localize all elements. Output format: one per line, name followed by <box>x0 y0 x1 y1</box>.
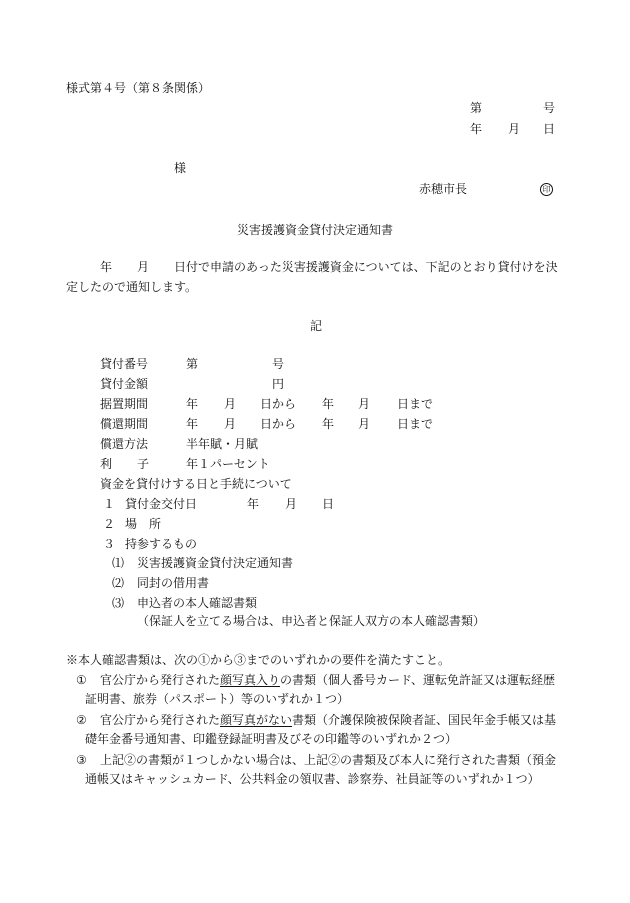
item-amount-label: 貸付金額 <box>100 377 149 391</box>
item-repay-label: 償還期間 <box>100 417 149 431</box>
procedure-3-label: 持参するもの <box>125 537 198 551</box>
note-1-num: ① <box>76 673 87 687</box>
item-repay-y2: 年 <box>322 417 335 431</box>
note-3-line1: 上記②の書類が１つしかない場合は、上記②の書類及び本人に発行された書類（預金 <box>100 753 557 767</box>
item-grace-m1: 月 <box>224 397 237 411</box>
note-2-line1 <box>100 712 556 728</box>
procedure-1-month: 月 <box>285 497 298 511</box>
procedure-heading: 資金を貸付けする日と手続について <box>100 477 292 491</box>
form-label: 様式第４号（第８条関係） <box>66 81 211 95</box>
note-2-line2: 礎年金番号通知書、印鑑登録証明書及びその印鑑等のいずれか２つ） <box>85 732 458 746</box>
item-number-label: 貸付番号 <box>100 357 149 371</box>
procedure-3-num: ３ <box>103 537 116 551</box>
item-grace-y2: 年 <box>322 397 335 411</box>
item-repay-m1: 月 <box>224 417 237 431</box>
document-title: 災害援護資金貸付決定通知書 <box>237 223 394 237</box>
note-1-a: 官公庁から発行された <box>100 673 221 687</box>
sub-3-note: （保証人を立てる場合は、申込者と保証人双方の本人確認書類） <box>137 614 486 628</box>
procedure-1-day: 日 <box>322 497 335 511</box>
procedure-2-label: 場 所 <box>125 517 162 531</box>
procedure-1-num: １ <box>103 497 116 511</box>
item-interest-label-a: 利 <box>100 457 113 471</box>
ki-heading: 記 <box>310 319 323 333</box>
intro-line2: 定したので通知します。 <box>66 280 198 294</box>
note-2-num: ② <box>76 713 87 727</box>
issuer-title: 赤穂市長 <box>419 182 468 196</box>
header-go: 号 <box>543 101 556 115</box>
item-number-dai: 第 <box>186 357 199 371</box>
header-month: 月 <box>508 122 521 136</box>
sub-2-num: ⑵ <box>112 576 125 590</box>
item-repay-d1: 日から <box>260 417 297 431</box>
item-grace-y1: 年 <box>186 397 199 411</box>
notes-intro: ※本人確認書類は、次の①から③までのいずれかの要件を満たすこと。 <box>66 653 451 667</box>
sub-3-num: ⑶ <box>112 596 125 610</box>
seal-text: 印 <box>540 183 553 196</box>
item-method-label: 償還方法 <box>100 437 149 451</box>
procedure-1-label: 貸付金交付日 <box>125 497 198 511</box>
note-3-line2: 通帳又はキャッシュカード、公共料金の領収書、診察券、社員証等のいずれか１つ） <box>85 772 540 786</box>
item-repay-y1: 年 <box>186 417 199 431</box>
header-year: 年 <box>470 122 483 136</box>
procedure-2-num: ２ <box>103 517 116 531</box>
item-grace-d2: 日まで <box>397 397 434 411</box>
item-interest-label-b: 子 <box>137 457 150 471</box>
item-repay-m2: 月 <box>358 417 371 431</box>
note-1-underline: 顔写真入り <box>220 673 281 687</box>
note-2-a: 官公庁から発行された <box>100 713 221 727</box>
intro-year: 年 <box>100 260 113 274</box>
intro-month: 月 <box>137 260 150 274</box>
item-grace-d1: 日から <box>260 397 297 411</box>
header-day: 日 <box>543 122 556 136</box>
sub-2-text: 同封の借用書 <box>137 576 210 590</box>
note-2-underline: 顔写真がない <box>220 713 293 727</box>
recipient-sama: 様 <box>174 161 187 175</box>
item-grace-m2: 月 <box>358 397 371 411</box>
item-grace-label: 据置期間 <box>100 397 149 411</box>
item-repay-d2: 日まで <box>397 417 434 431</box>
sub-3-text: 申込者の本人確認書類 <box>137 596 258 610</box>
item-interest-value: 年１パーセント <box>186 457 270 471</box>
note-2-b: 書類（介護保険被保険者証、国民年金手帳又は基 <box>292 713 557 727</box>
note-3-num: ③ <box>76 753 87 767</box>
note-1-line2: 証明書、旅券（パスポート）等のいずれか１つ） <box>85 692 350 706</box>
item-amount-yen: 円 <box>272 377 285 391</box>
sub-1-text: 災害援護資金貸付決定通知書 <box>137 556 294 570</box>
procedure-1-year: 年 <box>247 497 260 511</box>
note-1-line1 <box>100 672 555 688</box>
sub-1-num: ⑴ <box>112 556 125 570</box>
header-dai: 第 <box>470 101 483 115</box>
item-method-value: 半年賦・月賦 <box>186 437 259 451</box>
item-number-go: 号 <box>272 357 285 371</box>
issuer-seal-icon <box>540 181 553 197</box>
intro-rest: 日付で申請のあった災害援護資金については、下記のとおり貸付けを決 <box>174 260 558 274</box>
note-1-b: の書類（個人番号カード、運転免許証又は運転経歴 <box>280 673 555 687</box>
